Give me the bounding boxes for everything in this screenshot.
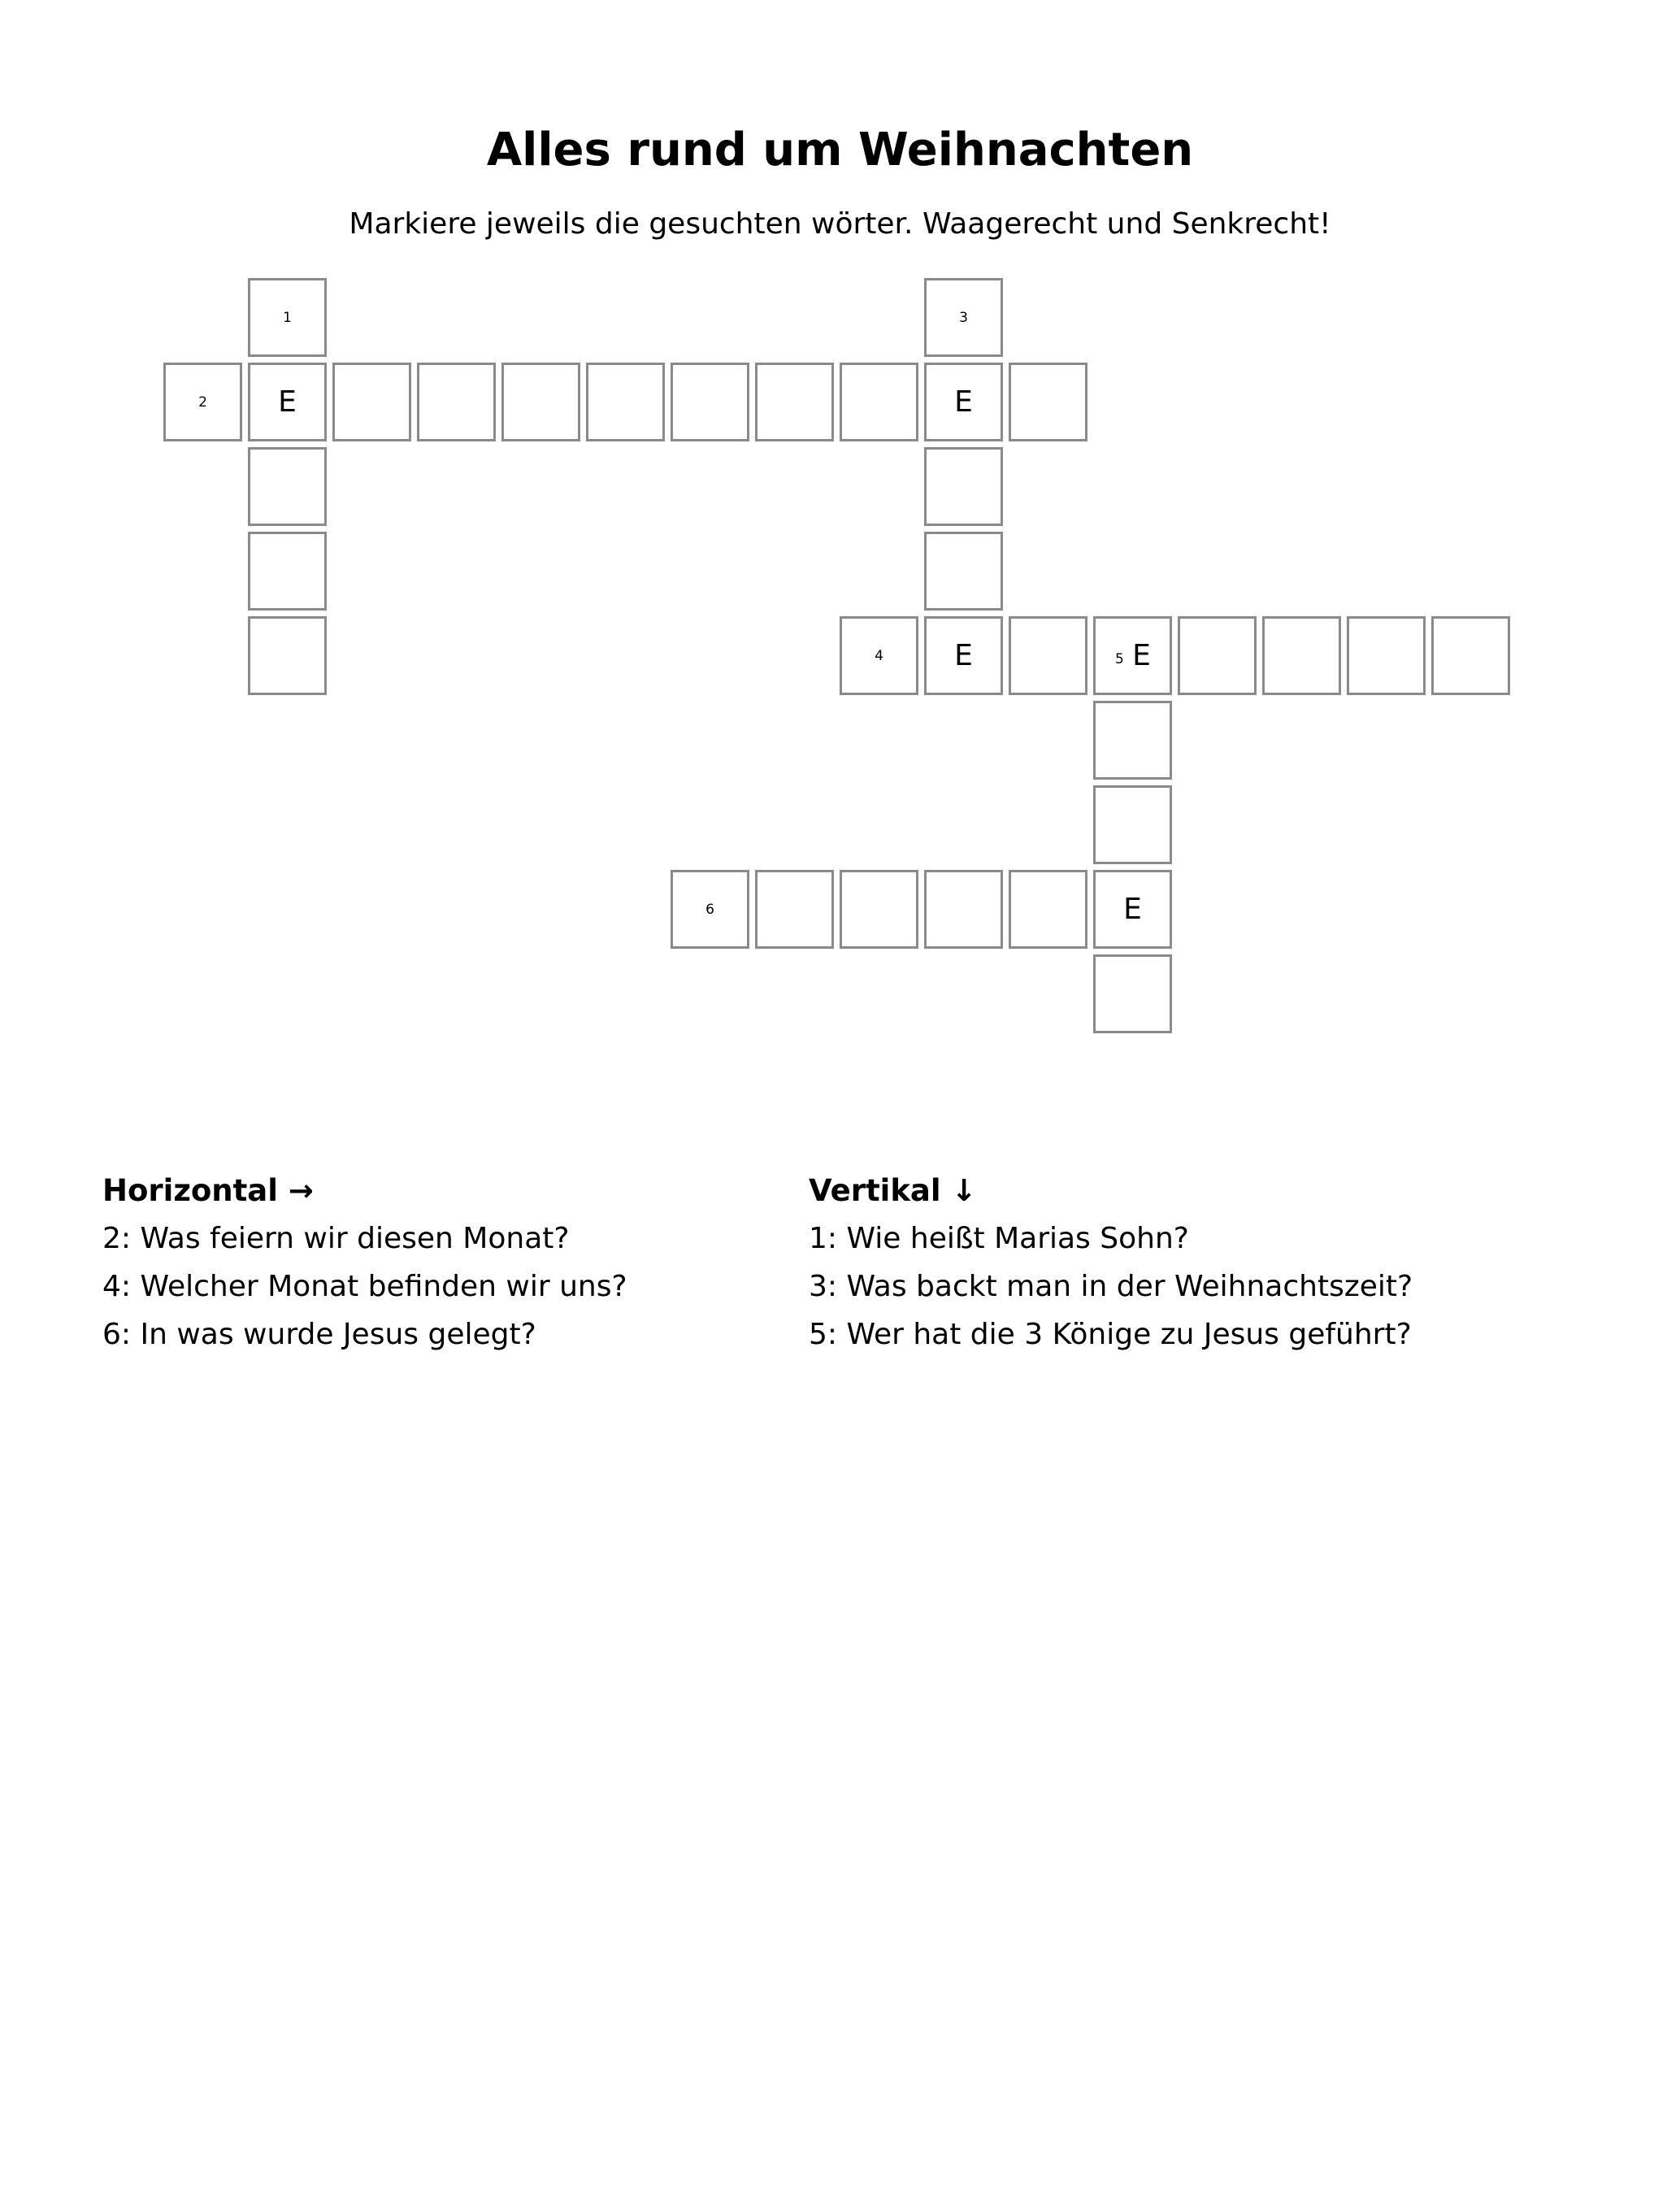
crossword-cell[interactable] bbox=[1262, 616, 1341, 695]
crossword-cell[interactable] bbox=[924, 363, 1003, 441]
clue-3: 3: Was backt man in der Weihnachtszeit? bbox=[809, 1270, 1413, 1303]
instructions: Markiere jeweils die gesuchten wörter. Waagerecht und Senkrecht! bbox=[349, 207, 1331, 241]
crossword-cell[interactable] bbox=[924, 870, 1003, 949]
crossword-grid bbox=[0, 0, 1680, 1057]
crossword-cell[interactable] bbox=[924, 278, 1003, 357]
clue-number: 6 bbox=[705, 901, 714, 918]
crossword-cell[interactable] bbox=[924, 616, 1003, 695]
clue-number: 2 bbox=[198, 393, 207, 411]
crossword-cell[interactable] bbox=[1431, 616, 1510, 695]
crossword-cell[interactable] bbox=[1093, 870, 1172, 949]
crossword-cell[interactable] bbox=[248, 532, 327, 611]
crossword-cell[interactable] bbox=[1093, 616, 1172, 695]
crossword-cell[interactable] bbox=[671, 870, 749, 949]
page-title: Alles rund um Weihnachten bbox=[486, 124, 1194, 176]
crossword-cell[interactable] bbox=[924, 532, 1003, 611]
clue-2: 2: Was feiern wir diesen Monat? bbox=[102, 1222, 570, 1255]
crossword-cell[interactable] bbox=[1093, 785, 1172, 864]
crossword-cell[interactable] bbox=[840, 870, 918, 949]
crossword-cell[interactable] bbox=[1093, 701, 1172, 780]
given-letter: E bbox=[278, 385, 297, 419]
given-letter: E bbox=[1123, 893, 1142, 926]
crossword-cell[interactable] bbox=[1093, 954, 1172, 1033]
crossword-cell[interactable] bbox=[1347, 616, 1426, 695]
crossword-cell[interactable] bbox=[1178, 616, 1257, 695]
crossword-cell[interactable] bbox=[1009, 870, 1087, 949]
clue-number: 1 bbox=[283, 309, 292, 326]
crossword-cell[interactable] bbox=[840, 616, 918, 695]
clues-horizontal bbox=[102, 1167, 627, 1358]
crossword-cell[interactable] bbox=[755, 870, 834, 949]
clue-1: 1: Wie heißt Marias Sohn? bbox=[809, 1222, 1189, 1255]
clue-4: 4: Welcher Monat befinden wir uns? bbox=[102, 1270, 627, 1303]
clue-number: 5 bbox=[1115, 650, 1124, 667]
crossword-cell[interactable] bbox=[840, 363, 918, 441]
crossword-cell[interactable] bbox=[248, 363, 327, 441]
given-letter: E bbox=[954, 385, 973, 419]
given-letter: E bbox=[954, 639, 973, 672]
given-letter: E bbox=[1132, 639, 1151, 672]
clue-6: 6: In was wurde Jesus gelegt? bbox=[102, 1318, 536, 1351]
clue-number: 4 bbox=[875, 647, 883, 664]
clues-vertical-heading: Vertikal ↓ bbox=[809, 1173, 977, 1208]
crossword-cell[interactable] bbox=[924, 447, 1003, 526]
crossword-cell[interactable] bbox=[1009, 363, 1087, 441]
crossword-cell[interactable] bbox=[501, 363, 580, 441]
clues-horizontal-heading: Horizontal → bbox=[102, 1173, 314, 1208]
crossword-cell[interactable] bbox=[755, 363, 834, 441]
crossword-cell[interactable] bbox=[163, 363, 242, 441]
crossword-cell[interactable] bbox=[671, 363, 749, 441]
crossword-cell[interactable] bbox=[248, 616, 327, 695]
crossword-cell[interactable] bbox=[248, 278, 327, 357]
clue-number: 3 bbox=[959, 309, 968, 326]
crossword-cell[interactable] bbox=[586, 363, 665, 441]
crossword-cell[interactable] bbox=[1009, 616, 1087, 695]
crossword-cell[interactable] bbox=[417, 363, 496, 441]
clue-5: 5: Wer hat die 3 Könige zu Jesus geführt? bbox=[809, 1318, 1412, 1351]
clues-vertical bbox=[809, 1167, 1413, 1358]
crossword-cell[interactable] bbox=[332, 363, 411, 441]
crossword-cell[interactable] bbox=[248, 447, 327, 526]
